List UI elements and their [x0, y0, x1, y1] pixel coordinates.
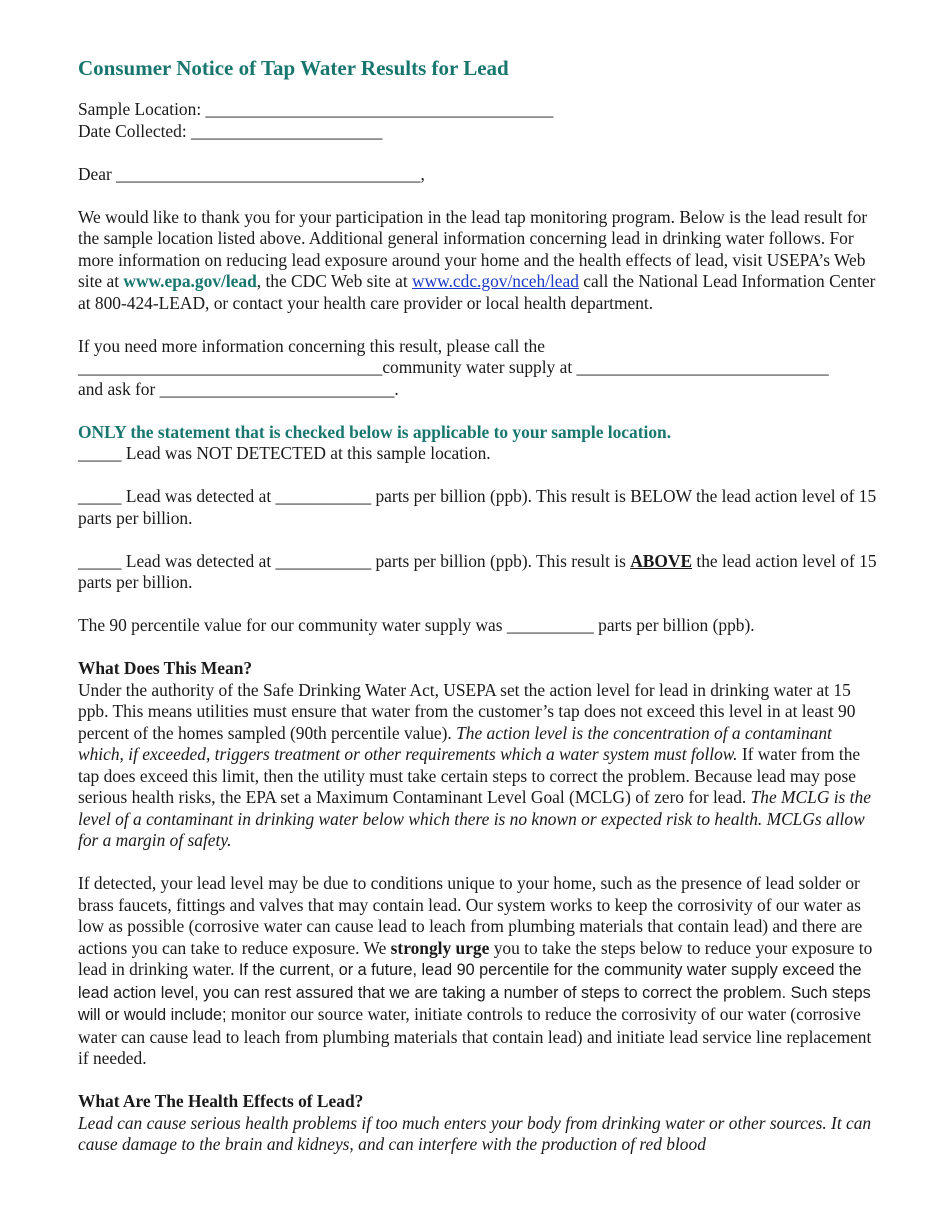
above-emphasis: ABOVE [630, 550, 693, 571]
date-collected-field: Date Collected: ______________________ [78, 120, 383, 141]
statement-heading: ONLY the statement that is checked below is applicable to your sample location. [78, 421, 672, 442]
option-not-detected: _____ Lead was NOT DETECTED at this sample location. [78, 443, 491, 463]
dear-salutation: Dear ___________________________________, [78, 163, 425, 184]
consumer-notice-document [78, 54, 878, 1156]
intro-paragraph: We would like to thank you for your participation in the lead tap monitoring program. Below is the lead result for the sample location listed above. Additional general information concerning lead in drinking water follows. For more information on reducing lead exposure around your home and the health effects of lead, visit USEPA’s Web site at www.epa.gov/lead, the CDC Web site at www.cdc.gov/nceh/lead call the National Lead Information Center at 800-424-LEAD, or contact your health care provider or local health department. [78, 206, 876, 313]
sample-location-field: Sample Location: ________________________________________ [78, 99, 554, 119]
percentile-line: The 90 percentile value for our community water supply was __________ parts per billion (ppb). [78, 615, 755, 635]
epa-link[interactable]: www.epa.gov/lead [123, 271, 257, 291]
what-does-this-mean-heading: What Does This Mean? [78, 658, 253, 678]
detected-paragraph: If detected, your lead level may be due to conditions unique to your home, such as the presence of lead solder or brass faucets, fittings and valves that may contain lead. Our system works to keep the corrosivity of our water as low as possible (corrosive water can cause lead to leach from plumbing materials that contain lead) and there are actions you can take to reduce exposure. We strongly urge you to take the steps below to reduce your exposure to lead in drinking water. If the current, or a future, lead 90 percentile for the community water supply exceed the lead action level, you can rest assured that we are taking a number of steps to correct the problem. Such steps will or would include; monitor our source water, initiate controls to reduce the corrosivity of our water (corrosive water can cause lead to leach from plumbing materials that contain lead) and initiate lead service line replacement if needed. [78, 873, 873, 1068]
health-effects-heading: What Are The Health Effects of Lead? [78, 1091, 364, 1111]
option-above: _____ Lead was detected at ___________ parts per billion (ppb). This result is ABOVE the lead action level of 15 parts per billion. [78, 550, 877, 592]
option-below: _____ Lead was detected at ___________ parts per billion (ppb). This result is BELOW the lead action level of 15 parts per billion. [78, 486, 877, 528]
page-title: Consumer Notice of Tap Water Results for Lead [78, 56, 509, 80]
meaning-paragraph: Under the authority of the Safe Drinking Water Act, USEPA set the action level for lead in drinking water at 15 ppb. This means utilities must ensure that water from the customer’s tap does not exceed this level in at least 90 percent of the homes sampled (90th percentile value). The action level is the concentration of a contaminant which, if exceeded, triggers treatment or other requirements which a water system must follow. If water from the tap does exceed this limit, then the utility must take certain steps to correct the problem. Because lead may pose serious health risks, the EPA set a Maximum Contaminant Level Goal (MCLG) of zero for lead. The MCLG is the level of a contaminant in drinking water below which there is no known or expected risk to health. MCLGs allow for a margin of safety. [78, 679, 871, 850]
contact-section: If you need more information concerning this result, please call the ___________________________________community water supply at _____________________________ and ask for ___________________________. [78, 335, 829, 399]
cdc-link[interactable]: www.cdc.gov/nceh/lead [412, 271, 579, 291]
health-effects-paragraph: Lead can cause serious health problems if too much enters your body from drinking water or other sources. It can cause damage to the brain and kidneys, and can interfere with the production of red blood [78, 1112, 872, 1154]
